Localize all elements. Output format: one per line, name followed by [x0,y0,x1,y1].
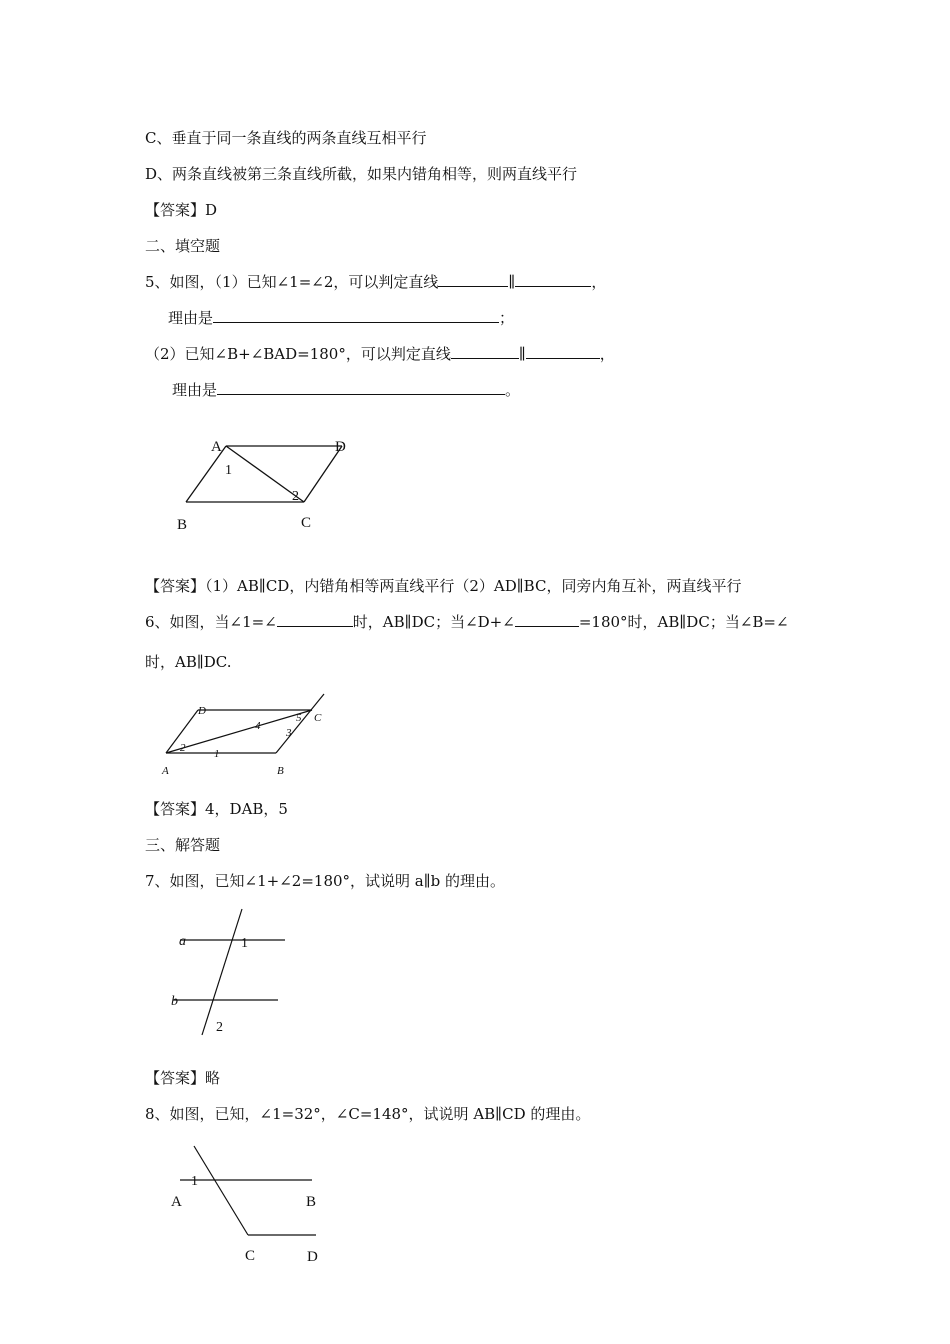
blank [451,344,519,359]
angle-1-label: 1 [225,463,232,478]
label-line-a: a [179,934,186,949]
option-c: C、垂直于同一条直线的两条直线互相平行 [145,129,427,147]
section-fill-in: 二、填空题 [145,237,221,255]
figure-question-6 [158,690,338,782]
figure-question-5 [170,430,370,540]
blank [217,380,505,395]
angle-1-label: 1 [214,748,220,760]
figure-question-7 [165,905,305,1045]
question-7: 7、如图，已知∠1+∠2=180°，试说明 a∥b 的理由。 [145,872,506,890]
blank [438,272,508,287]
question-5-reason2: 理由是 。 [172,381,521,399]
answer-7: 【答案】略 [145,1069,221,1087]
angle-2-label: 2 [180,742,186,754]
blank [515,612,579,627]
option-d: D、两条直线被第三条直线所截，如果内错角相等，则两直线平行 [145,165,578,183]
blank [213,308,499,323]
section-solve: 三、解答题 [145,836,221,854]
angle-5-label: 5 [296,712,302,724]
blank [526,344,600,359]
answer-5: 【答案】（1）AB∥CD，内错角相等两直线平行（2）AD∥BC，同旁内角互补，两直线平行 [145,577,742,595]
label-b: B [177,517,188,533]
angle-4-label: 4 [255,720,261,732]
answer-6: 【答案】4，DAB，5 [145,800,288,818]
label-a: A [211,439,222,455]
label-b: B [277,765,284,777]
question-5-part1: 5、如图，（1）已知∠1=∠2，可以判定直线 ∥ ， [145,273,607,291]
label-d: D [198,705,206,717]
blank [277,612,353,627]
answer-4: 【答案】D [145,201,218,219]
angle-2-label: 2 [216,1020,223,1035]
question-8: 8、如图，已知，∠1=32°，∠C=148°，试说明 AB∥CD 的理由。 [145,1105,591,1123]
angle-1-label: 1 [241,936,248,951]
angle-2-label: 2 [292,489,299,504]
label-b: B [306,1194,317,1210]
angle-1-label: 1 [191,1174,198,1189]
label-c: C [245,1248,256,1264]
label-c: C [301,515,312,531]
blank [515,272,591,287]
question-6-line2: 时，AB∥DC. [145,653,232,671]
label-line-b: b [171,994,178,1009]
question-6-line1: 6、如图，当∠1=∠ 时，AB∥DC；当∠D+∠ =180°时，AB∥DC；当∠B=∠ [145,613,789,631]
question-5-part2: （2）已知∠B+∠BAD=180°，可以判定直线 ∥ ， [145,345,615,363]
label-c: C [314,712,322,724]
figure-question-8 [165,1140,335,1270]
angle-3-label: 3 [286,727,292,739]
label-a: A [162,765,169,777]
label-a: A [171,1194,182,1210]
question-5-reason1: 理由是 ； [168,309,515,327]
label-d: D [335,439,346,455]
label-d: D [307,1249,318,1265]
